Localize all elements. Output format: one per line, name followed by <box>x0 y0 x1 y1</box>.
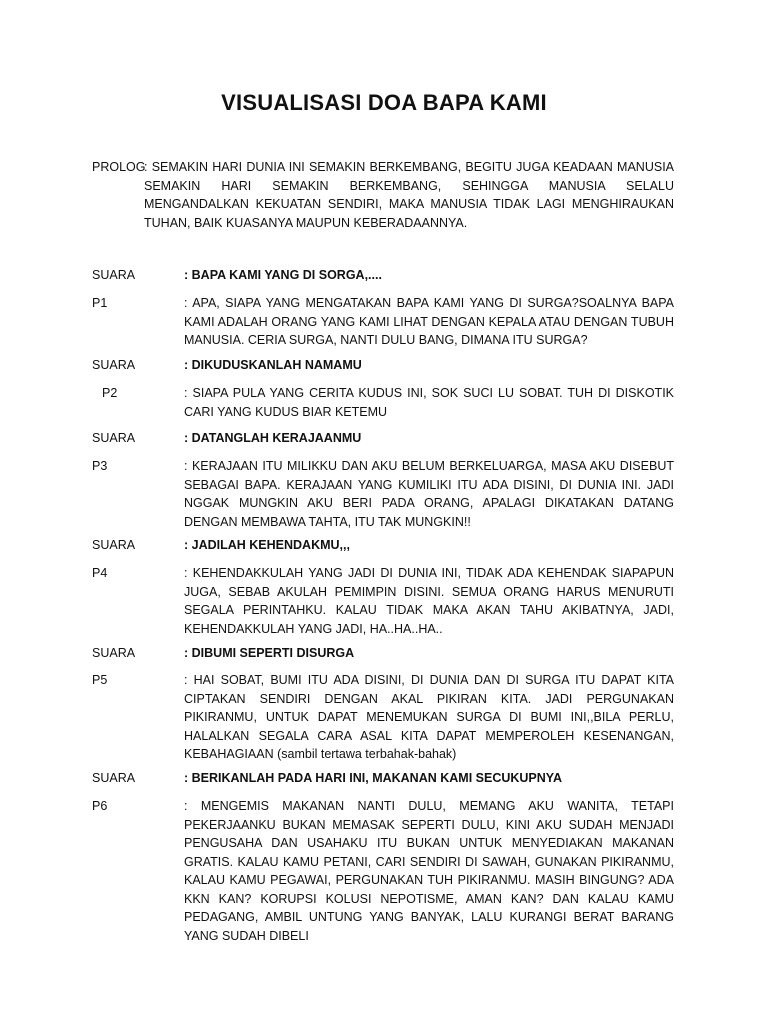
dialogue-entry-suara-6 <box>92 769 674 788</box>
dialogue-entry-p6 <box>92 797 674 945</box>
speaker-label: SUARA <box>92 771 136 785</box>
speaker-label: P6 <box>92 799 108 813</box>
speaker-label: P3 <box>92 459 108 473</box>
dialogue-entry-suara-2 <box>92 356 674 375</box>
dialogue-entry-p2 <box>92 384 674 421</box>
dialogue-line: : DIKUDUSKANLAH NAMAMU <box>184 358 362 372</box>
speaker-label: SUARA <box>92 358 136 372</box>
dialogue-entry-p4 <box>92 564 674 638</box>
dialogue-entry-suara-4 <box>92 536 674 555</box>
speaker-label: SUARA <box>92 538 136 552</box>
dialogue-line: : HAI SOBAT, BUMI ITU ADA DISINI, DI DUNIA DAN DI SURGA ITU DAPAT KITA CIPTAKAN SENDIRI DENGAN AKAL PIKIRAN KITA. JADI PERGUNAKAN PIKIRANMU, UNTUK DAPAT MENEMUKAN SURGA DI BUMI INI,,BILA PERLU, HALALKAN SEGALA CARA ASAL KITA DAPAT MEMPEROLEH KESENANGAN, KEBAHAGIAAN (sambil tertawa terbahak-bahak) <box>184 673 674 761</box>
speaker-label: P1 <box>92 296 108 310</box>
dialogue-line: : SIAPA PULA YANG CERITA KUDUS INI, SOK SUCI LU SOBAT. TUH DI DISKOTIK CARI YANG KUDUS BIAR KETEMU <box>184 386 674 419</box>
dialogue-line: : KERAJAAN ITU MILIKKU DAN AKU BELUM BERKELUARGA, MASA AKU DISEBUT SEBAGAI BAPA. KERAJAAN YANG KUMILIKI ITU ADA DISINI, DI DUNIA INI. JADI NGGAK MUNGKIN AKU BERI PADA ORANG, APALAGI DIKATAKAN DATANG DENGAN MEMBAWA TAHTA, ITU TAK MUNGKIN!! <box>184 459 674 529</box>
dialogue-line: : JADILAH KEHENDAKMU,,, <box>184 538 350 552</box>
speaker-label: P2 <box>102 386 118 400</box>
dialogue-line: : APA, SIAPA YANG MENGATAKAN BAPA KAMI YANG DI SURGA?SOALNYA BAPA KAMI ADALAH ORANG YANG KAMI LIHAT DENGAN KEPALA ATAU DENGAN TUBUH MANUSIA. CERIA SURGA, NANTI DULU BANG, DIMANA ITU SURGA? <box>184 296 674 347</box>
dialogue-line: : MENGEMIS MAKANAN NANTI DULU, MEMANG AKU WANITA, TETAPI PEKERJAANKU BUKAN MEMASAK SEPERTI DULU, KINI AKU SUDAH MENJADI PENGUSAHA DAN USAHAKU ITU BUKAN UNTUK MENYEDIAKAN MAKANAN GRATIS. KALAU KAMU PETANI, CARI SENDIRI DI SAWAH, GUNAKAN PIKIRANMU, KALAU KAMU PEGAWAI, PERGUNAKAN TUH PIKIRANMU. MASIH BINGUNG? ADA KKN KAN? KORUPSI KOLUSI NEPOTISME, AMAN KAN? DAN KALAU KAMU PEDAGANG, AMBIL UNTUNG YANG BANYAK, LALU KURANGI BERAT BARANG YANG SUDAH DIBELI <box>184 799 674 943</box>
prolog-section <box>92 158 674 232</box>
speaker-label: P4 <box>92 566 108 580</box>
dialogue-line: : KEHENDAKKULAH YANG JADI DI DUNIA INI, TIDAK ADA KEHENDAK SIAPAPUN JUGA, SEBAB AKULAH PEMIMPIN DISINI. SEMUA ORANG HARUS MENURUTI SEGALA PERINTAHKU. KALAU TIDAK MAKA AKAN TAHU AKIBATNYA, JADI, KEHENDAKKULAH YANG JADI, HA..HA..HA.. <box>184 566 674 636</box>
dialogue-entry-suara-1 <box>92 266 674 285</box>
dialogue-entry-suara-5 <box>92 644 674 663</box>
dialogue-entry-p1 <box>92 294 674 350</box>
dialogue-entry-suara-3 <box>92 429 674 448</box>
dialogue-line: : BAPA KAMI YANG DI SORGA,.... <box>184 268 382 282</box>
dialogue-entry-p3 <box>92 457 674 531</box>
dialogue-line: : BERIKANLAH PADA HARI INI, MAKANAN KAMI SECUKUPNYA <box>184 771 563 785</box>
dialogue-line: : DATANGLAH KERAJAANMU <box>184 431 362 445</box>
speaker-label: SUARA <box>92 646 136 660</box>
speaker-label: SUARA <box>92 268 136 282</box>
document-title: VISUALISASI DOA BAPA KAMI <box>221 90 547 115</box>
prolog-label: PROLOG <box>92 160 146 174</box>
speaker-label: P5 <box>92 673 108 687</box>
prolog-text: : SEMAKIN HARI DUNIA INI SEMAKIN BERKEMBANG, BEGITU JUGA KEADAAN MANUSIA SEMAKIN HARI SEMAKIN BERKEMBANG, SEHINGGA MANUSIA SELALU MENGANDALKAN KEKUATAN SENDIRI, MAKA MANUSIA TIDAK LAGI MENGHIRAUKAN TUHAN, BAIK KUASANYA MAUPUN KEBERADAANNYA. <box>144 160 674 230</box>
dialogue-entry-p5 <box>92 671 674 764</box>
speaker-label: SUARA <box>92 431 136 445</box>
dialogue-line: : DIBUMI SEPERTI DISURGA <box>184 646 355 660</box>
